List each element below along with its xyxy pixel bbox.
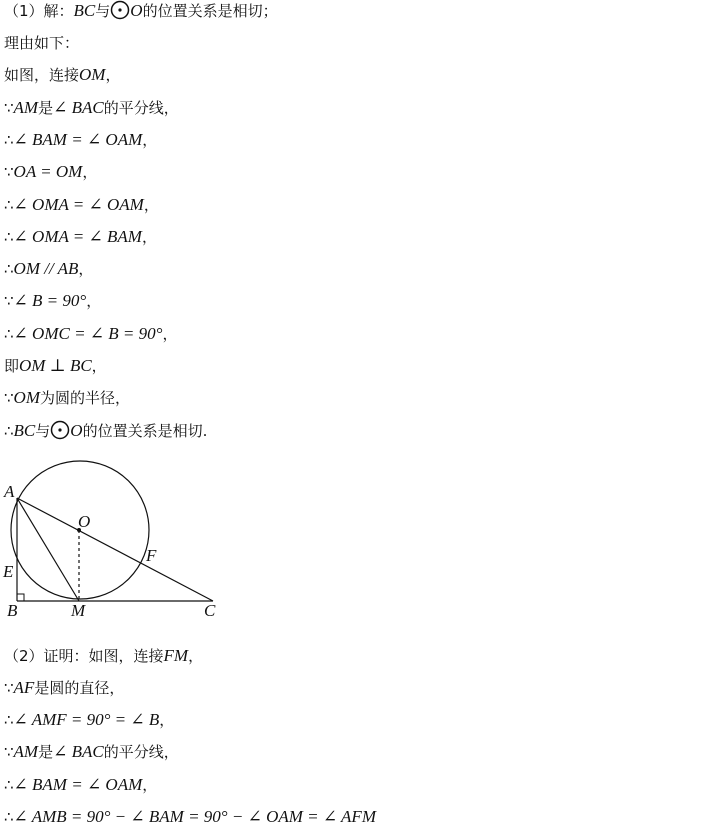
punct: ， bbox=[82, 163, 98, 181]
proof-line-7 bbox=[4, 194, 159, 216]
proof2-line-3 bbox=[4, 709, 174, 731]
proof2-line-1 bbox=[4, 645, 203, 667]
therefore-symbol: ∴ bbox=[4, 808, 14, 826]
therefore-symbol: ∴ bbox=[4, 131, 14, 149]
connector-text: 与 bbox=[95, 2, 111, 20]
segment-am bbox=[17, 498, 79, 601]
line-text: 即 bbox=[4, 357, 20, 375]
therefore-symbol: ∴ bbox=[4, 228, 14, 246]
connector-text: 与 bbox=[35, 422, 51, 440]
therefore-symbol: ∴ bbox=[4, 711, 14, 729]
proof-line-8 bbox=[4, 226, 157, 248]
math-expr: OA = OM bbox=[13, 162, 83, 181]
therefore-symbol: ∴ bbox=[4, 325, 14, 343]
label-f: F bbox=[146, 546, 157, 565]
segment-ac bbox=[17, 498, 213, 601]
proof-line-12 bbox=[4, 355, 107, 377]
punct: ， bbox=[143, 196, 159, 214]
because-symbol: ∵ bbox=[4, 389, 14, 407]
label-m: M bbox=[71, 601, 86, 620]
math-expr: OM bbox=[79, 65, 106, 84]
part2-heading: （2）证明：如图，连接 bbox=[4, 647, 164, 665]
circle-dot-icon bbox=[110, 0, 130, 20]
therefore-symbol: ∴ bbox=[4, 260, 14, 278]
proof-line-1 bbox=[4, 0, 278, 22]
math-expr: AM bbox=[13, 742, 39, 761]
line-text: 是 bbox=[38, 743, 54, 761]
proof-line-3 bbox=[4, 64, 120, 86]
math-expr: OM // AB bbox=[13, 259, 79, 278]
circle-dot-icon bbox=[50, 420, 70, 440]
circle-name: O bbox=[130, 1, 143, 20]
label-o: O bbox=[78, 512, 91, 531]
line-bc: BC bbox=[73, 1, 96, 20]
math-expr: ∠ OMC = ∠ B = 90° bbox=[13, 324, 163, 343]
therefore-symbol: ∴ bbox=[4, 776, 14, 794]
therefore-symbol: ∴ bbox=[4, 196, 14, 214]
math-expr: AF bbox=[13, 678, 35, 697]
therefore-symbol: ∴ bbox=[4, 422, 14, 440]
right-angle-mark bbox=[17, 594, 24, 601]
math-expr: ∠ B = 90° bbox=[13, 291, 87, 310]
conclusion-text: 的位置关系是相切. bbox=[82, 422, 208, 440]
line-text: 的平分线， bbox=[103, 99, 179, 117]
punct: ， bbox=[188, 647, 204, 665]
line-text: 是 bbox=[38, 99, 54, 117]
because-symbol: ∵ bbox=[4, 292, 14, 310]
because-symbol: ∵ bbox=[4, 163, 14, 181]
line-text: 的平分线， bbox=[103, 743, 179, 761]
reason-heading: 理由如下： bbox=[4, 34, 80, 52]
proof-line-6 bbox=[4, 161, 97, 183]
punct: ， bbox=[142, 776, 158, 794]
proof2-line-6 bbox=[4, 806, 376, 828]
line-text: 为圆的半径， bbox=[40, 389, 131, 407]
label-c: C bbox=[204, 601, 216, 620]
math-expr: AM bbox=[13, 98, 39, 117]
punct: ， bbox=[78, 260, 94, 278]
math-expr: ∠ BAM = ∠ OAM bbox=[13, 130, 143, 149]
math-expr: ∠ AMF = 90° = ∠ B bbox=[13, 710, 160, 729]
line-text: 是圆的直径， bbox=[34, 679, 125, 697]
math-expr: OM ⊥ BC bbox=[19, 356, 92, 375]
label-e: E bbox=[3, 562, 14, 581]
because-symbol: ∵ bbox=[4, 99, 14, 117]
math-expr: FM bbox=[163, 646, 189, 665]
because-symbol: ∵ bbox=[4, 743, 14, 761]
line-bc: BC bbox=[13, 421, 36, 440]
punct: ， bbox=[162, 325, 178, 343]
math-expr: ∠ OMA = ∠ OAM bbox=[13, 195, 144, 214]
proof-line-2 bbox=[4, 32, 79, 54]
proof2-line-5 bbox=[4, 774, 157, 796]
proof2-line-4 bbox=[4, 741, 179, 763]
proof-line-5 bbox=[4, 129, 157, 151]
punct: ， bbox=[105, 66, 121, 84]
proof-line-13 bbox=[4, 387, 130, 409]
punct: ， bbox=[159, 711, 175, 729]
punct: ， bbox=[91, 357, 107, 375]
label-a: A bbox=[4, 482, 15, 501]
proof-line-14 bbox=[4, 420, 207, 442]
proof-line-9 bbox=[4, 258, 93, 280]
circle-name: O bbox=[70, 421, 83, 440]
math-expr: ∠ BAC bbox=[53, 98, 104, 117]
because-symbol: ∵ bbox=[4, 679, 14, 697]
math-expr: OM bbox=[13, 388, 40, 407]
math-expr: ∠ AMB = 90° − ∠ BAM = 90° − ∠ OAM = ∠ AFM bbox=[13, 807, 376, 826]
punct: ， bbox=[142, 131, 158, 149]
proof-line-11 bbox=[4, 323, 177, 345]
math-expr: ∠ OMA = ∠ BAM bbox=[13, 227, 142, 246]
proof2-line-2 bbox=[4, 677, 124, 699]
proof-line-10 bbox=[4, 290, 101, 312]
geometry-figure bbox=[0, 455, 240, 625]
punct: ， bbox=[141, 228, 157, 246]
math-expr: ∠ BAM = ∠ OAM bbox=[13, 775, 143, 794]
part1-heading: （1）解： bbox=[4, 2, 74, 20]
punct: ， bbox=[86, 292, 102, 310]
conclusion-text: 的位置关系是相切； bbox=[142, 2, 278, 20]
proof-line-4 bbox=[4, 97, 179, 119]
label-b: B bbox=[7, 601, 18, 620]
math-expr: ∠ BAC bbox=[53, 742, 104, 761]
line-text: 如图，连接 bbox=[4, 66, 80, 84]
